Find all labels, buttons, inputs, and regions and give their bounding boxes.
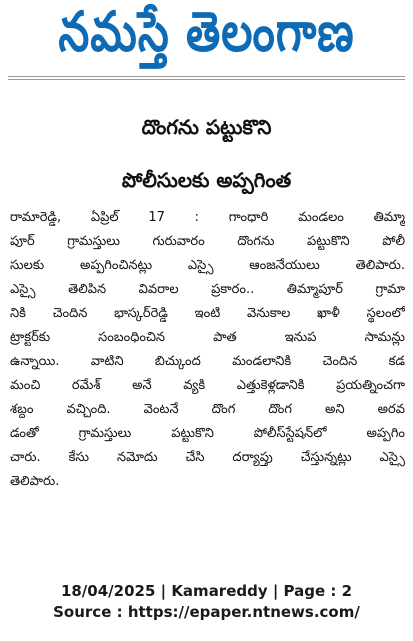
masthead-title: నమస్తే తెలంగాణ <box>58 0 355 64</box>
article-body-line: రామారెడ్డి, ఏప్రిల్ 17 : గాంధారి మండలం తిమ్మా <box>10 210 405 225</box>
article-body-line: సులకు అప్పగించినట్లు ఎస్సై ఆంజనేయులు తెలిపారు. <box>10 258 405 273</box>
masthead-divider-bottom <box>8 79 405 80</box>
article-headline-line-1: దొంగను పట్టుకొని <box>141 115 272 139</box>
article-body-line: ఎస్సై తెలిపిన వివరాల ప్రకారం.. తిమ్మాపూర్ గ్రామా <box>10 282 405 297</box>
article-headline-line-2: పోలీసులకు అప్పగింత <box>121 168 292 192</box>
article-body-line: ట్రాక్టర్‌కు సంబంధించిన పాత ఇనుప సామన్లు <box>10 330 405 345</box>
article-body-line: ఉన్నాయి. వాటిని బిచ్కుంద మండలానికి చెందిన కడ <box>10 354 405 369</box>
article-body-line: మంచి రమేశ్ అనే వ్యకి ఎత్తుకెళ్లడానికి ప్రయత్నించగా <box>10 378 405 393</box>
masthead-divider-top <box>8 76 405 77</box>
article-body-line: పూర్ గ్రామస్తులు గురువారం దొంగను పట్టుకొని పోలీ <box>10 234 405 249</box>
article-body-line: చారు. కేసు నమోదు చేసి దర్యాప్తు చేస్తున్నట్లు ఎస్సై <box>10 450 405 465</box>
article-body-line: శబ్దం వచ్చింది. వెంటనే దొంగ దొంగ అని అరవ <box>10 402 405 417</box>
article-body-line: తెలిపారు. <box>10 474 60 489</box>
footer-date-edition: 18/04/2025 | Kamareddy | Page : 2 <box>60 582 353 600</box>
newspaper-masthead <box>0 0 413 78</box>
footer-source: Source : https://epaper.ntnews.com/ <box>53 603 360 621</box>
article-body-line: డంతో గ్రామస్తులు పట్టుకొని పోలీస్‌స్టేషన్‌లో అప్పగిం <box>10 426 405 441</box>
article-body <box>10 206 405 494</box>
article-body-line: నికి చెందిన భాస్కర్‌రెడ్డి ఇంటి వెనుకాల ఖాళీ స్థలంలో <box>10 306 405 321</box>
